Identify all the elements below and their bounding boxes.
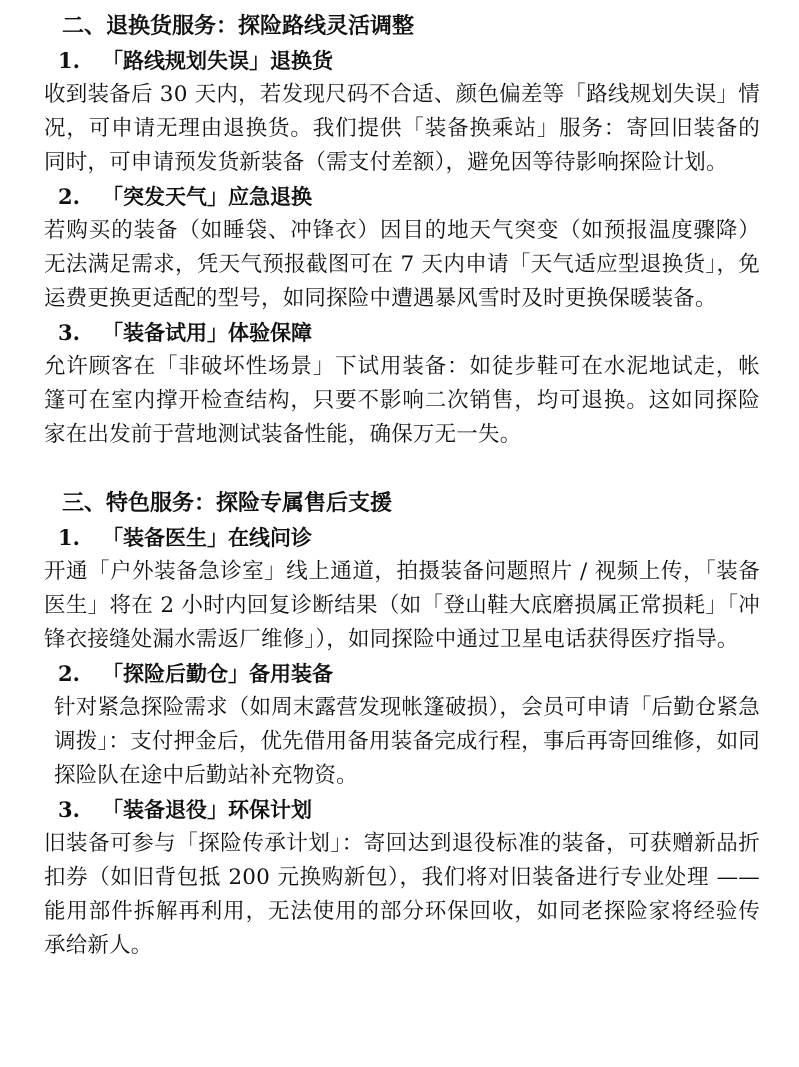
item-heading: 「装备退役」环保计划	[102, 797, 312, 822]
section-spacer	[44, 452, 760, 485]
item-body: 收到装备后 30 天内，若发现尺码不合适、颜色偏差等「路线规划失误」情况，可申请无理由退换货。我们提供「装备换乘站」服务：寄回旧装备的同时，可申请预发货新装备（需支付差额），避免因等待影响探险计划。	[44, 82, 760, 175]
section-title-special: 三、特色服务：探险专属售后支援	[62, 490, 393, 516]
item-title	[44, 316, 760, 350]
item-body: 若购买的装备（如睡袋、冲锋衣）因目的地天气突变（如预报温度骤降）无法满足需求，凭天气预报截图可在 7 天内申请「天气适应型退换货」，免运费更换更适配的型号，如同探险中遭遇暴风雪时及时更换保暖装备。	[44, 218, 760, 311]
item-heading: 「装备医生」在线问诊	[102, 525, 312, 550]
item-title	[44, 793, 760, 827]
document	[44, 8, 760, 963]
item-heading: 「装备试用」体验保障	[102, 320, 312, 345]
item-number: 2.	[58, 661, 80, 686]
item-number: 1.	[58, 525, 80, 550]
item-body: 针对紧急探险需求（如周末露营发现帐篷破损），会员可申请「后勤仓紧急调拨」：支付押金后，优先借用备用装备完成行程，事后再寄回维修，如同探险队在途中后勤站补充物资。	[54, 695, 760, 788]
item-number: 3.	[58, 320, 80, 345]
item-title	[44, 44, 760, 78]
item-body: 允许顾客在「非破坏性场景」下试用装备：如徒步鞋可在水泥地试走，帐篷可在室内撑开检查结构，只要不影响二次销售，均可退换。这如同探险家在出发前于营地测试装备性能，确保万无一失。	[44, 354, 760, 447]
item-number: 3.	[58, 797, 80, 822]
item-body: 开通「户外装备急诊室」线上通道，拍摄装备问题照片 / 视频上传，「装备医生」将在 2 小时内回复诊断结果（如「登山鞋大底磨损属正常损耗」「冲锋衣接缝处漏水需返厂维修」），如同探险中通过卫星电话获得医疗指导。	[44, 559, 760, 652]
item-title	[44, 657, 760, 691]
item-number: 1.	[58, 48, 80, 73]
item-body: 旧装备可参与「探险传承计划」：寄回达到退役标准的装备，可获赠新品折扣券（如旧背包抵 200 元换购新包），我们将对旧装备进行专业处理 —— 能用部件拆解再利用，无法使用的部分环保回收，如同老探险家将经验传承给新人。	[44, 831, 760, 958]
section-title-returns: 二、退换货服务：探险路线灵活调整	[62, 13, 415, 39]
item-title	[44, 180, 760, 214]
item-title	[44, 521, 760, 555]
item-heading: 「路线规划失误」退换货	[102, 48, 333, 73]
item-heading: 「突发天气」应急退换	[102, 184, 312, 209]
item-heading: 「探险后勤仓」备用装备	[102, 661, 333, 686]
item-number: 2.	[58, 184, 80, 209]
